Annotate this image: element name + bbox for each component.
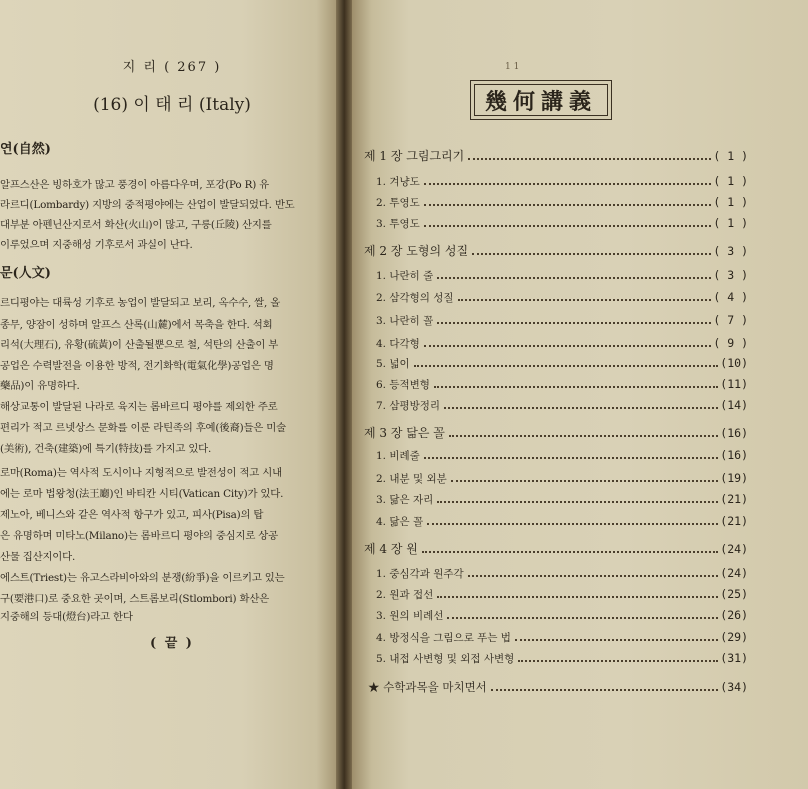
text-line: 이루었으며 지중해성 기후로서 과실이 난다.: [0, 239, 193, 251]
dot-leader: [437, 277, 711, 279]
toc-chapter-label: 제 2 장 도형의 성질: [364, 244, 469, 258]
toc-section-label: 4. 다각형: [376, 338, 420, 350]
toc-section-label: 1. 비례줄: [376, 450, 420, 462]
toc-page-number: (11): [720, 377, 748, 391]
toc-final-label: ★ 수학과목을 마치면서: [368, 680, 487, 694]
toc-chapter-label: 제 4 장 원: [364, 542, 418, 556]
toc-section: [376, 313, 748, 328]
dot-leader: [424, 225, 712, 227]
text-line: 로마(Roma)는 역사적 도시이나 지형적으로 발전성이 적고 시내: [0, 467, 282, 479]
toc-section-label: 2. 내분 및 외분: [376, 473, 447, 485]
toc-section-label: 4. 방정식을 그림으로 푸는 법: [376, 632, 511, 644]
toc-section: [376, 651, 748, 666]
toc-section: [376, 356, 748, 371]
dot-leader: [472, 253, 711, 255]
toc-page-number: (19): [720, 471, 748, 485]
toc-page-number: (14): [720, 398, 748, 412]
toc-section: [376, 587, 748, 602]
toc-chapter-label: 제 3 장 닮은 꼴: [364, 426, 445, 440]
toc-section: [376, 630, 748, 645]
text-line: 은 유명하며 미타노(Milano)는 롬바르디 평야의 중심지로 상공: [0, 530, 278, 542]
dot-leader: [424, 183, 712, 185]
text-line: 藥品)이 유명하다.: [0, 380, 80, 392]
toc-page-number: (24): [720, 566, 748, 580]
toc-page-number: (10): [720, 356, 748, 370]
toc-section: [376, 195, 748, 210]
text-line: 구(要港口)로 중요한 곳이며, 스트롬보리(Stlombori) 화산은: [0, 593, 270, 605]
left-heading-culture: 문(人文): [0, 266, 51, 281]
dot-leader: [422, 551, 718, 553]
dot-leader: [427, 523, 718, 525]
dot-leader: [518, 660, 718, 662]
toc-section: [376, 448, 748, 463]
toc-section-label: 1. 중심각과 원주각: [376, 568, 464, 580]
dot-leader: [437, 501, 718, 503]
toc-section-label: 1. 나란히 줄: [376, 270, 434, 282]
dot-leader: [447, 617, 718, 619]
toc-section: [376, 608, 748, 623]
toc-section-label: 6. 등적변형: [376, 379, 430, 391]
left-running-header: 지 리 ( 267 ): [122, 60, 222, 75]
toc-section-label: 5. 내접 사변형 및 외접 사변형: [376, 653, 515, 665]
left-page: [0, 0, 344, 789]
toc-page-number: ( 1 ): [713, 195, 748, 209]
toc-section-label: 2. 삼각형의 성질: [376, 292, 454, 304]
toc-section: [376, 216, 748, 231]
toc-page-number: (16): [720, 448, 748, 462]
toc-section: [376, 268, 748, 283]
toc-section-label: 1. 겨냥도: [376, 176, 420, 188]
toc-page-number: ( 9 ): [713, 336, 748, 350]
dot-leader: [434, 386, 718, 388]
left-heading-nature: 연(自然): [0, 142, 51, 157]
toc-page-number: ( 1 ): [713, 174, 748, 188]
dot-leader: [468, 575, 719, 577]
toc-section: [376, 398, 748, 413]
toc-section: [376, 290, 748, 305]
toc-chapter-label: 제 1 장 그림그리기: [364, 149, 465, 163]
toc-page-number: ( 3 ): [713, 268, 748, 282]
toc-section-label: 4. 닮은 꼴: [376, 516, 424, 528]
text-line: (美術), 건축(建築)에 특기(特技)를 가지고 있다.: [0, 443, 212, 455]
toc-page-number: ( 1 ): [713, 216, 748, 230]
dot-leader: [451, 480, 719, 482]
dot-leader: [437, 596, 718, 598]
book-title: 幾何講義: [484, 88, 597, 115]
toc-section-label: 3. 원의 비례선: [376, 610, 444, 622]
text-line: 종무, 양잠이 성하며 알프스 산록(山麓)에서 목축을 한다. 석회: [0, 319, 273, 331]
dot-leader: [444, 407, 718, 409]
toc-section-label: 3. 나란히 꼴: [376, 315, 434, 327]
toc-chapter-1: [364, 147, 748, 164]
toc-section-label: 2. 투영도: [376, 197, 420, 209]
text-line: 지중해의 등대(燈台)라고 한다: [0, 611, 133, 623]
dot-leader: [449, 435, 718, 437]
text-line: 라르디(Lombardy) 지방의 중적평야에는 산업이 발달되었다. 반도: [0, 199, 295, 211]
text-line: 산물 집산지이다.: [0, 551, 76, 563]
dot-leader: [515, 639, 718, 641]
toc-page-number: ( 7 ): [713, 313, 748, 327]
toc-section-label: 7. 삼평방정리: [376, 400, 441, 412]
toc-section-label: 5. 넓이: [376, 358, 410, 370]
toc-chapter-3: [364, 424, 748, 441]
toc-section: [376, 377, 748, 392]
page-mark: 1 1: [505, 62, 520, 72]
toc-section-label: 3. 투영도: [376, 218, 420, 230]
toc-section: [376, 492, 748, 507]
toc-section-label: 3. 닮은 자리: [376, 494, 434, 506]
dot-leader: [491, 689, 719, 691]
text-line: 르디평야는 대륙성 기후로 농업이 발달되고 보리, 옥수수, 쌀, 올: [0, 297, 281, 309]
dot-leader: [424, 345, 712, 347]
text-line: 알프스산은 빙하호가 많고 풍경이 아름다우며, 포강(Po R) 유: [0, 179, 269, 191]
text-line: 대부분 아펜닌산지로서 화산(火山)이 많고, 구릉(丘陵) 산지를: [0, 219, 272, 231]
text-line: 해상교통이 발달된 나라로 육지는 롬바르디 평야를 제외한 주로: [0, 401, 278, 413]
dot-leader: [424, 204, 712, 206]
toc-page-number: (24): [720, 542, 748, 556]
dot-leader: [424, 457, 719, 459]
toc-page-number: (16): [720, 426, 748, 440]
toc-page-number: (34): [720, 680, 748, 694]
dot-leader: [468, 158, 711, 160]
toc-page-number: ( 3 ): [713, 244, 748, 258]
dot-leader: [458, 299, 712, 301]
book-title-box: [470, 80, 612, 120]
toc-page-number: (25): [720, 587, 748, 601]
toc-section: [376, 471, 748, 486]
text-line: 리석(大理石), 유황(硫黃)이 산출될뿐으로 철, 석탄의 산출이 부: [0, 339, 279, 351]
text-line: 편리가 적고 르넷상스 문화를 이룬 라틴족의 후예(後裔)들은 미술: [0, 422, 286, 434]
text-line: 공업은 수력발전을 이용한 방적, 전기화학(電氣化學)공업은 명: [0, 360, 274, 372]
toc-final-entry: [368, 679, 748, 695]
toc-page-number: (21): [720, 514, 748, 528]
toc-section: [376, 336, 748, 351]
book-gutter: [336, 0, 352, 789]
toc-chapter-4: [364, 540, 748, 557]
toc-page-number: (29): [720, 630, 748, 644]
toc-page-number: (31): [720, 651, 748, 665]
toc-section: [376, 514, 748, 529]
toc-page-number: ( 1 ): [713, 149, 748, 163]
toc-page-number: (21): [720, 492, 748, 506]
toc-page-number: ( 4 ): [713, 290, 748, 304]
end-mark: ( 끝 ): [150, 636, 194, 651]
text-line: 에스트(Triest)는 유고스라비아와의 분쟁(紛爭)을 이르키고 있는: [0, 572, 285, 584]
toc-chapter-2: [364, 242, 748, 259]
dot-leader: [414, 365, 719, 367]
toc-page-number: (26): [720, 608, 748, 622]
text-line: 제노아, 베니스와 같은 역사적 항구가 있고, 피사(Pisa)의 탑: [0, 509, 264, 521]
toc-section: [376, 174, 748, 189]
toc-section: [376, 566, 748, 581]
left-section-title: (16) 이 태 리 (Italy): [93, 95, 251, 115]
dot-leader: [437, 322, 711, 324]
toc-section-label: 2. 원과 접선: [376, 589, 434, 601]
text-line: 에는 로마 법왕청(法王廳)인 바티칸 시티(Vatican City)가 있다.: [0, 488, 284, 500]
